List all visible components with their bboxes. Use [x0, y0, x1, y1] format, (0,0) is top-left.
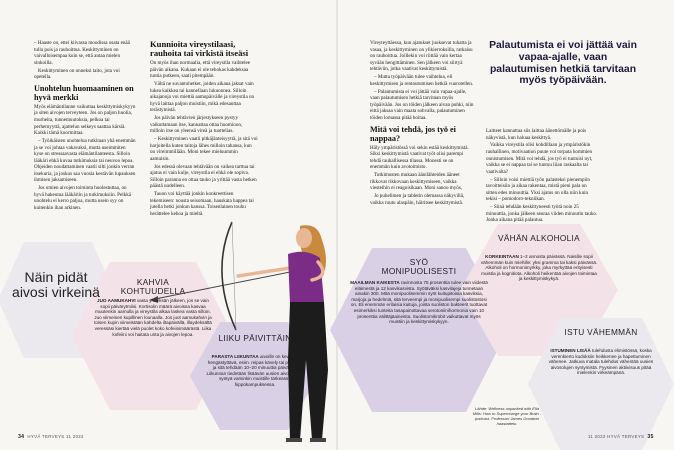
page-title: Näin pidät aivosi virkeinä	[12, 269, 100, 300]
paragraph: Häly ympäristössä voi sekin estää keskittymistä. Siksi keskittymistä vaativat työt olisi parempi tehdä rauhallisessa tilassa. Monesti se on enemmän kuin avotoimisto.	[370, 144, 469, 171]
folio-left	[18, 434, 84, 440]
hex-body-kahvia	[94, 298, 212, 337]
magazine-name: HYVÄ TERVEYS 11 2022	[27, 434, 84, 439]
right-column-2	[486, 128, 598, 225]
magazine-name: 11 2022 HYVÄ TERVEYS	[588, 434, 645, 439]
section-heading: Mitä voi tehdä, jos työ ei nappaa?	[370, 124, 456, 143]
paragraph: On myös ihan normaalia, että vireystila vaihtelee päivän aikana. Kukaan ei ole tehokas kahdeksaa tuntia putkeen, saati pitempään.	[150, 60, 251, 80]
right-column-1	[370, 40, 474, 207]
hex-text: tulehdusta elimistössä, koska verenkierto kudoksiin heikkenee ja hapettuminen vähenee. Jatkuva matala tulehdus vähentää uusien aivosolujen syntymistä. Fyysinen aktiivisuus pitää mielenkin virkeämpänä.	[548, 348, 654, 376]
section-heading: Kunnioita vireystilaasi, rauhoita tai virkistä itseäsi	[150, 39, 249, 58]
hex-title-liiku: LIIKU PÄIVITTÄIN	[218, 333, 292, 343]
hex-lead: KORKEINTAAN	[485, 254, 519, 259]
page-number: 34	[18, 434, 25, 440]
hex-lead: PARASTA LIIKUNTAA	[211, 354, 259, 359]
page-number: 35	[647, 434, 654, 440]
hex-body-istu	[544, 348, 658, 376]
hex-title-syo: SYÖ MONIPUOLISESTI	[381, 257, 457, 276]
paragraph: Jos päivän tehtävien järjestykseen pystyy vaikuttamaan itse, kannattaa ottaa huomioon, milloin itse on yleensä vireä ja tuottelias.	[150, 115, 243, 135]
hex-body-liiku	[206, 354, 304, 388]
folio-right	[588, 434, 654, 440]
paragraph: Tutkimusten mukaan äänilähteiden ääneet rikkovat rikkovaan keskittymiseen, vaikka viesteihin ei reagoisikaan. Moni sanoo myös,	[370, 172, 463, 192]
hex-text: aivoille on kevyesti hengästyttävä, esim. reipas kävely tai pyöräily, ja sitä tehdään 10–20 minuuttia päivässä. Liikunnan tiedetään lisäävän uusien aivosolujen syntyä varsinkin muistille tärkeässä hippokampuksessa.	[206, 354, 304, 387]
paragraph: Vireyteyttäessa, kun ajatukset juoksevat tuhatta ja vasaa, ja keskittyminen on ylikierroksilla, ratkaisu on rauhoittua. Joillekin voi riittää vain kertaa syvään hengittäminen. Sen jälkeen voi siirtyä tehtäviin, jotka vaativat keskittymistä.	[370, 40, 473, 73]
source-note: Lähde: Wellness unpacked with Ella Mills: How to Supercharge your Brain -podcast. Professori James Goodwin haastattelu.	[472, 406, 542, 426]
paragraph: – Palautumista ei voi jättää vain vapaa-ajalle, vaan palautumisen hetkiä tarvitaan myös työpäivään. Jos on töiden jälkeen aivan puhki, niin eittä jaksaa vain maata sohvalla, palautuminen töiden lomassa pitää hoitaa.	[370, 88, 474, 121]
hex-text: vasta yhdeksän jälkeen, jos se vain sopii päivärytmiisi. Kortisolin määrä aivoissa kasvaa muutenkin aamulla ja vireystila alkaa laskea vasta silloin. Juo viimeinen kupillinen lounaalla. Jos juot aamukahvin ja toisen kupin viimeistään kahdelta iltapäivällä, illaydeksältä veressäsi kiertää vielä puolet koko kofeiinimäärästä. Liika kofeiini voi haitata unta ja aivojen lepoa.	[94, 298, 212, 337]
hex-lead: MAAILMAN KAIKESTA	[350, 280, 400, 285]
paragraph: – Siinä tehdään keskittyneesti työtä noin 25 minuuttia, jonka jälkeen seuraa viiden minuutin tauko. Jonka aikana pitää palautua.	[486, 204, 598, 224]
paragraph: Vältä ne suvantohetket, joiden aikana jaksat vain lukea kaikkea tai kannellaan lukuonnea. Silloin aikajanoja voi miettiä aamupäivälle ja vireystila on hyvä laittaa paljon muistiin, mikä edesauttaa terästymistä.	[150, 80, 255, 114]
paragraph: Jo puhelimen ja tabletin olemassa näkyvillä, vaikka ruutu alaspäin, häiritsee keskittymistä.	[370, 193, 465, 206]
hex-lead: ISTUMINEN LISÄÄ	[550, 348, 591, 353]
hex-lead: JUO AAMUKAHVI	[97, 298, 136, 303]
paragraph: Jos edessä olevaan tehtävään on vaikea tarttua tai ajatus ei vain kulje, vireystila ei ehkä ole sopiva. Silloin paranna en ottaa tauko ja yrittää vasta hetken päästä uudelleen.	[150, 163, 257, 190]
hex-title-vahan: VÄHÄN ALKOHOLIA	[498, 233, 580, 243]
paragraph: Myös elämäntilanne vaikuttaa keskittymiskykyyn ja siten aivojen terveyteen. Jos on paljon huolia, murheita, tunnemuutoksia, pelkoa tai perhemyyttä, ajattelun selkeys saattaa kärsiä. Kaikki tämä kuormittaa.	[34, 103, 136, 137]
paragraph: Laitteet kannattaa siis laittaa äänettömälle ja pois näkyvistä, kun haluaa keskittyä.	[486, 128, 587, 141]
hex-text: ravinnosta 75 prosenttia tulee vain viidestä eläimestä ja 12 kasvikasvista. Syötäväksi kasvilajeja tunnetaan ainakin 300. Mitä monipuolisemmin syöt kuitupitoisia kasviksia, marjoja ja hedelmiä, sitä terveempi ja monipuolisempi suolistostosi on. Eli enemmän erilaisia kuituja, joista suoliston bakteerit tuottavat esimerkiksi tunteita tasapainottavaa serotoniinihormonia vain 10 prosenttia välittäjäaineista. Suolistomikrobit vaikuttavat myös muistiin ja keskittymiskykyyn.	[350, 280, 488, 325]
section-heading: Unohtelun huomaaminen on hyvä merkki	[34, 83, 134, 102]
paragraph: – Keskittyminen vaatii pitkäjänteisyyttä, ja sitä voi harjoitella kuten taitoja lähes milloin tahansa, kun on vireimmillään. Moni tekee mieluummin aamuisin.	[150, 136, 258, 162]
pull-quote: Palautumista ei voi jättää vain vapaa-ajalle, vaan palautumisen hetkiä tarvitaan myös työpäivään.	[489, 40, 637, 87]
hex-title-istu: ISTU VÄHEMMÄN	[564, 327, 638, 337]
paragraph: – Haaste on, ettei kiivassa moodissa osata enää tulla pois ja rauhoittua. Keskittyminen on vaivalloisempaa kuin se, että antaa mielen sinkoilla.	[34, 40, 130, 66]
hex-text: 1–2 annosta päivässä. Naisille sopii vähemmän kuin miehille: yksi gramma tai kaksi päivässä. Alkoholi on hormonimyrkky, joka myrkyttää erityisesti muistia ja kognitiota. Alkoholi heikentää aivojen toimintaa ja keskittymiskykyä.	[480, 254, 598, 282]
paragraph: Keskittyminen on onneksi taito, jota voi opetella.	[34, 67, 120, 81]
paragraph: – Mutta työpäivään tulee vaihtelua, eli keskittymisen ja rentoutumisen hetkiä vuorotellen.	[370, 74, 474, 87]
hex-title-kahvia: KAHVIA KOHTUUDELLA	[120, 277, 186, 296]
paragraph: Vaikka vireystila olisi kohdillaan ja ympäristökin rauhallinen, motivaation puute voi torpata hommien onnistumisen. Mitä voi tehdä, jos työ ei tuntuisi nyt, vaikka se ei nappaa tai se tuntuu liian raskaalta tai vaativalta?	[486, 142, 593, 175]
paragraph: – Työikäisten unohtelua tutkitaan yhä enemmän ja se voi johtaa vakavaksi, mutta useimmiten kyse on stressaavasta elämäntilanteesta. Silloin lääkäri ehkä kuvaa tutkimuksia tai neuvoo lepoa. Ohjeiden noudattaminen vaatii silti jonkin verran itsekuria, ja joskus saa vuosia kestävän lupauksen ihmisen jaksamiseen.	[34, 137, 136, 184]
paragraph: Tauon voi käyttää jonkin konkreettisen tekemiseen: nousta seisomaan, hauskata happea tai jutella hetki jonkun kanssa. Toisenlainen touhu herättelee kehoa ja mieltä.	[150, 191, 254, 217]
hex-body-vahan	[480, 254, 598, 282]
paragraph: Jos omien aivojen toiminta huolestuttaa, on hyvä hakeutua lääkäriin ja tutkimuksiin. Pelkkä unohtelu ei kerro paljoa, mutta usein syy on kuitenkin ihan arkinen.	[34, 185, 132, 212]
paragraph: – Silloin voisi miettiä työn palasteksi pienempiin tavoitteisiin ja aikaa rakentaa, mistä pieni pala on sitten edes minuuttia. Yksi ajatus on olla niin kuin tekisi – pomodoro-tekniikan.	[486, 176, 590, 203]
hex-body-syo	[350, 280, 488, 325]
